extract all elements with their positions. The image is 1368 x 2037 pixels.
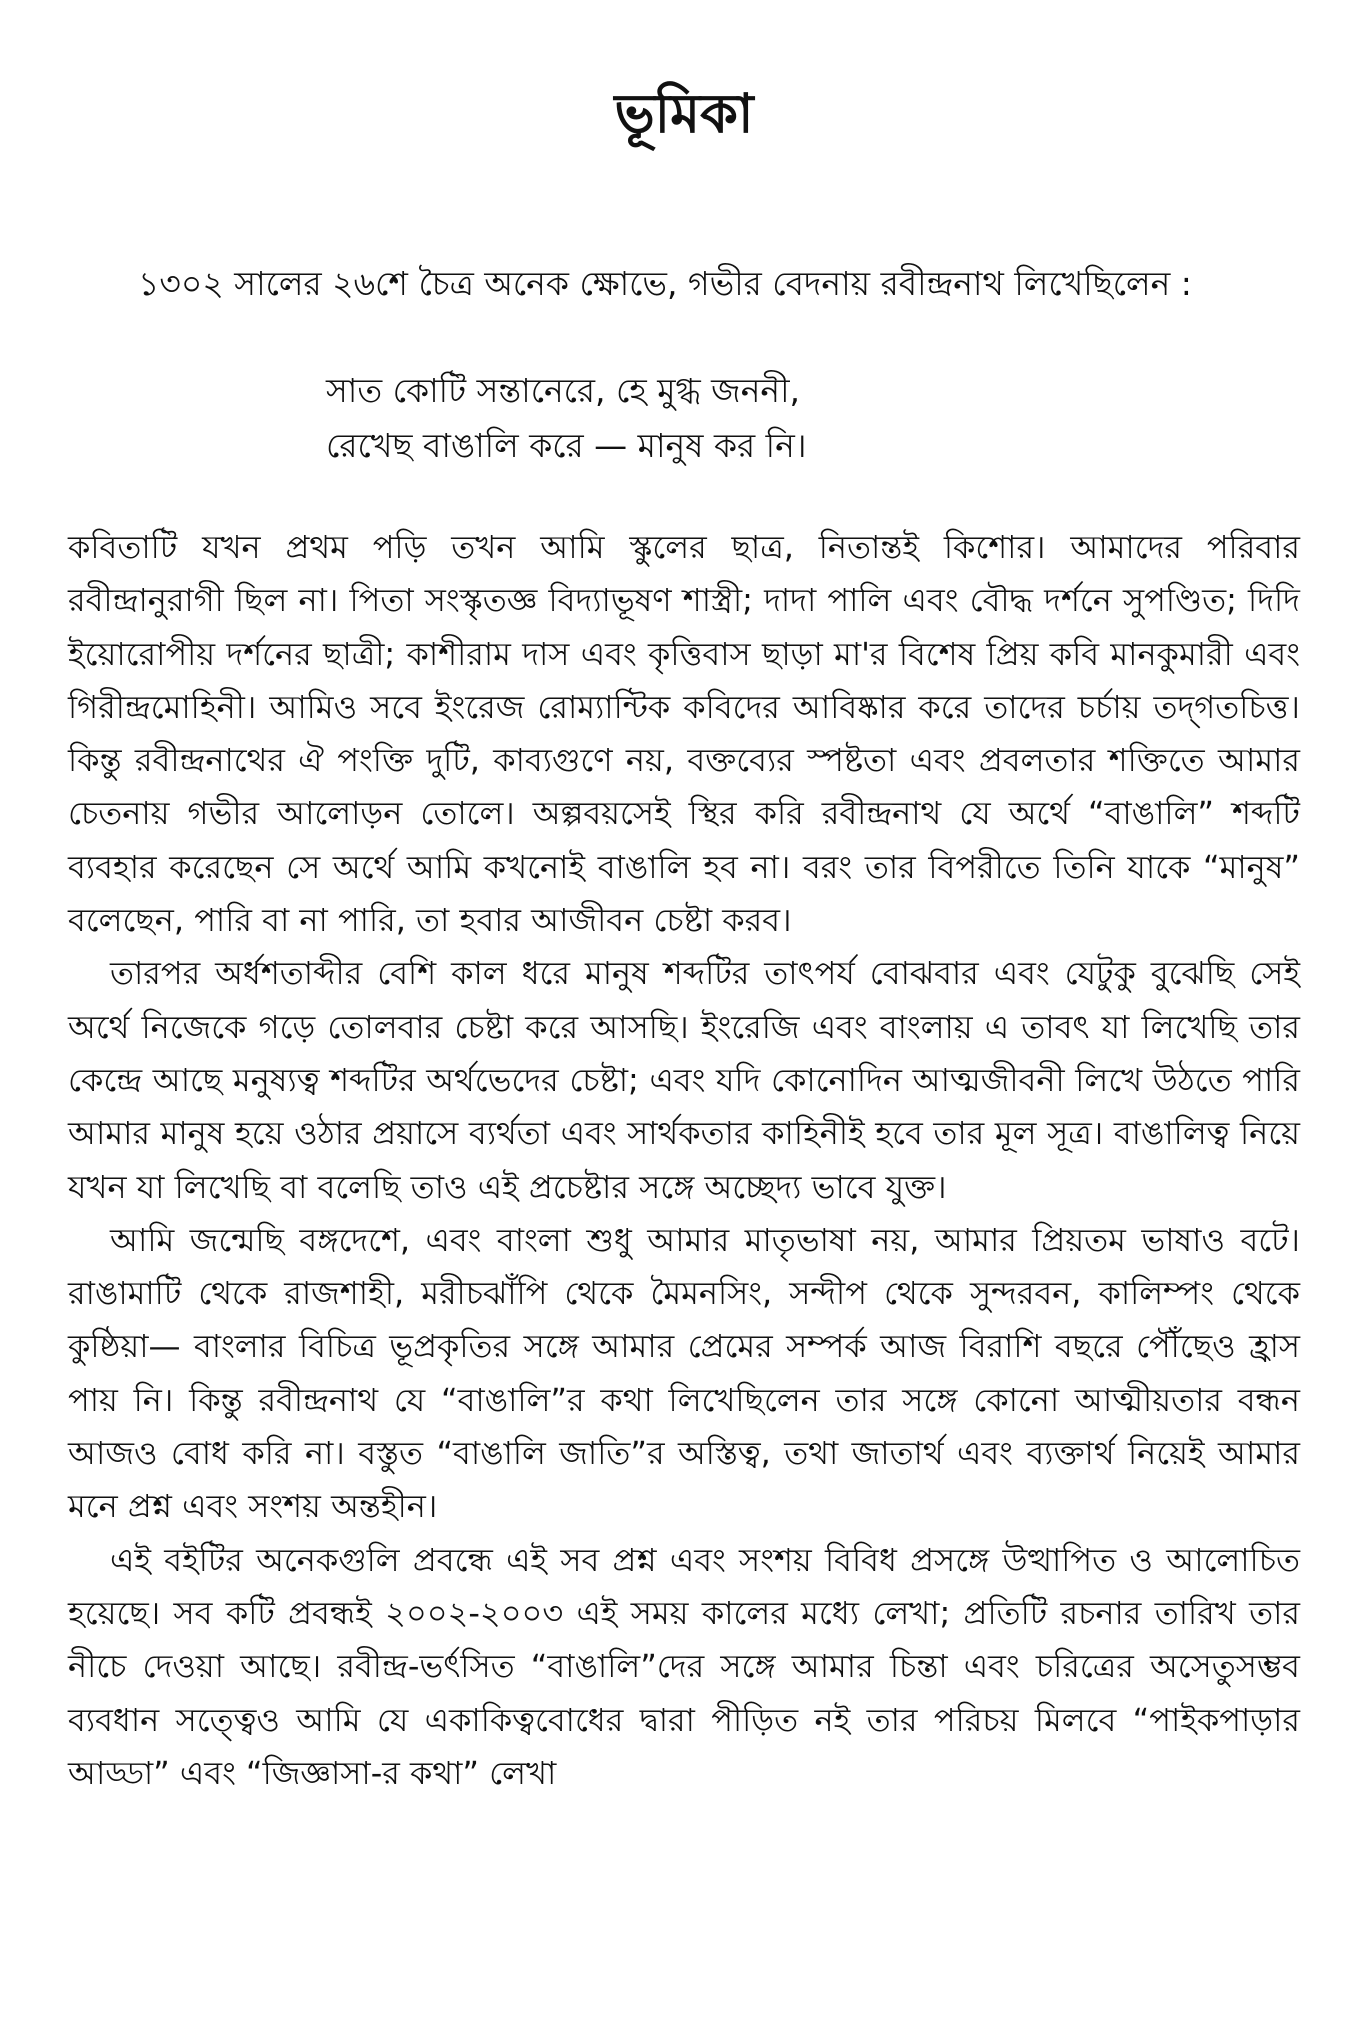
body-text bbox=[68, 521, 1300, 1800]
paragraph-1: কবিতাটি যখন প্রথম পড়ি তখন আমি স্কুলের ছাত্র, নিতান্তই কিশোর। আমাদের পরিবার রবীন্দ্রানুরাগী ছিল না। পিতা সংস্কৃতজ্ঞ বিদ্যাভূষণ শাস্ত্রী; দাদা পালি এবং বৌদ্ধ দর্শনে সুপণ্ডিত; দিদি ইয়োরোপীয় দর্শনের ছাত্রী; কাশীরাম দাস এবং কৃত্তিবাস ছাড়া মা'র বিশেষ প্রিয় কবি মানকুমারী এবং গিরীন্দ্রমোহিনী। আমিও সবে ইংরেজ রোম্যান্টিক কবিদের আবিষ্কার করে তাদের চর্চায় তদ্‌গতচিত্ত। কিন্তু রবীন্দ্রনাথের ঐ পংক্তি দুটি, কাব্যগুণে নয়, বক্তব্যের স্পষ্টতা এবং প্রবলতার শক্তিতে আমার চেতনায় গভীর আলোড়ন তোলে। অল্পবয়সেই স্থির করি রবীন্দ্রনাথ যে অর্থে “বাঙালি” শব্দটি ব্যবহার করেছেন সে অর্থে আমি কখনোই বাঙালি হব না। বরং তার বিপরীতে তিনি যাকে “মানুষ” বলেছেন, পারি বা না পারি, তা হবার আজীবন চেষ্টা করব। bbox=[68, 528, 1300, 940]
verse-quote bbox=[326, 363, 1300, 473]
verse-line-1: সাত কোটি সন্তানেরে, হে মুগ্ধ জননী, bbox=[326, 371, 801, 410]
page-title: ভূমিকা bbox=[614, 82, 754, 145]
paragraph-2: তারপর অর্ধশতাব্দীর বেশি কাল ধরে মানুষ শব্দটির তাৎপর্য বোঝবার এবং যেটুকু বুঝেছি সেই অর্থে নিজেকে গড়ে তোলবার চেষ্টা করে আসছি। ইংরেজি এবং বাংলায় এ তাবৎ যা লিখেছি তার কেন্দ্রে আছে মনুষ্যত্ব শব্দটির অর্থভেদের চেষ্টা; এবং যদি কোনোদিন আত্মজীবনী লিখে উঠতে পারি আমার মানুষ হয়ে ওঠার প্রয়াসে ব্যর্থতা এবং সার্থকতার কাহিনীই হবে তার মূল সূত্র। বাঙালিত্ব নিয়ে যখন যা লিখেছি বা বলেছি তাও এই প্রচেষ্টার সঙ্গে অচ্ছেদ্য ভাবে যুক্ত। bbox=[68, 954, 1300, 1206]
verse-line-2: রেখেছ বাঙালি করে — মানুষ কর নি। bbox=[326, 426, 807, 465]
intro-line: ১৩০২ সালের ২৬শে চৈত্র অনেক ক্ষোভে, গভীর বেদনায় রবীন্দ্রনাথ লিখেছিলেন : bbox=[138, 264, 1192, 303]
paragraph-3: আমি জন্মেছি বঙ্গদেশে, এবং বাংলা শুধু আমার মাতৃভাষা নয়, আমার প্রিয়তম ভাষাও বটে। রাঙামাটি থেকে রাজশাহী, মরীচঝাঁপি থেকে মৈমনসিং, সন্দীপ থেকে সুন্দরবন, কালিম্পং থেকে কুষ্ঠিয়া— বাংলার বিচিত্র ভূপ্রকৃতির সঙ্গে আমার প্রেমের সম্পর্ক আজ বিরাশি বছরে পৌঁছেও হ্রাস পায় নি। কিন্তু রবীন্দ্রনাথ যে “বাঙালি”র কথা লিখেছিলেন তার সঙ্গে কোনো আত্মীয়তার বন্ধন আজও বোধ করি না। বস্তুত “বাঙালি জাতি”র অস্তিত্ব, তথা জাতার্থ এবং ব্যক্তার্থ নিয়েই আমার মনে প্রশ্ন এবং সংশয় অন্তহীন। bbox=[68, 1220, 1300, 1526]
paragraph-4: এই বইটির অনেকগুলি প্রবন্ধে এই সব প্রশ্ন এবং সংশয় বিবিধ প্রসঙ্গে উত্থাপিত ও আলোচিত হয়েছে। সব কটি প্রবন্ধই ২০০২-২০০৩ এই সময় কালের মধ্যে লেখা; প্রতিটি রচনার তারিখ তার নীচে দেওয়া আছে। রবীন্দ্র-ভর্ৎসিত “বাঙালি”দের সঙ্গে আমার চিন্তা এবং চরিত্রের অসেতুসম্ভব ব্যবধান সত্ত্বেও আমি যে একাকিত্ববোধের দ্বারা পীড়িত নই তার পরিচয় মিলবে “পাইকপাড়ার আড্ডা” এবং “জিজ্ঞাসা-র কথা” লেখা bbox=[68, 1540, 1300, 1792]
